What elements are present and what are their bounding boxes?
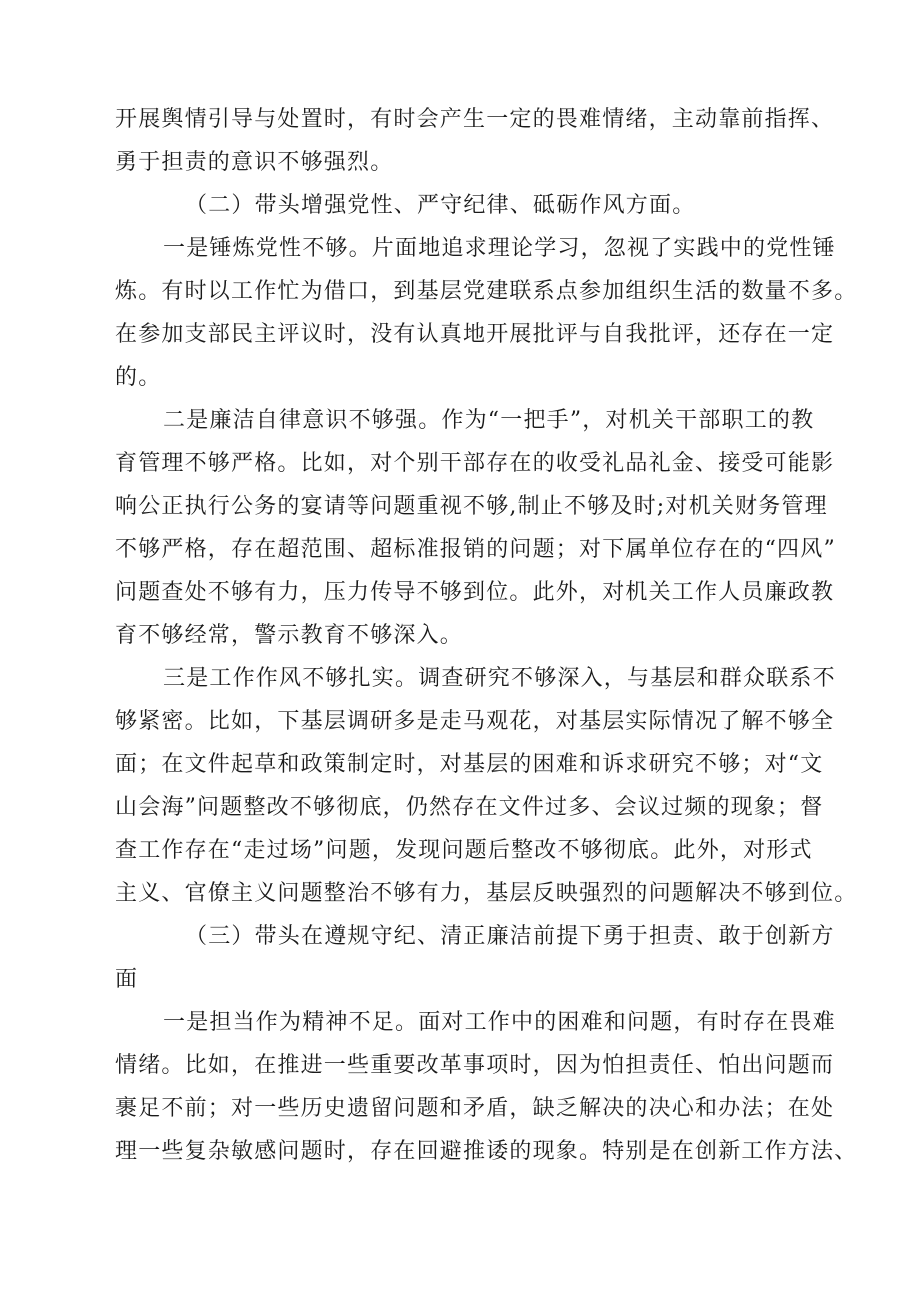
text-line: 的。 <box>115 365 162 390</box>
text-line: 不够严格，存在超范围、超标准报销的问题；对下属单位存在的“四风” <box>115 537 836 562</box>
section-heading: （三）带头在遵规守纪、清正廉洁前提下勇于担责、敢于创新方 <box>185 924 835 949</box>
text-line: 主义、官僚主义问题整治不够有力，基层反映强烈的问题解决不够到位。 <box>115 881 858 906</box>
text-line: 一是担当作为精神不足。面对工作中的困难和问题，有时存在畏难 <box>163 1010 836 1035</box>
text-line: 问题查处不够有力，压力传导不够到位。此外，对机关工作人员廉政教 <box>115 580 835 605</box>
text-line: 炼。有时以工作忙为借口，到基层党建联系点参加组织生活的数量不多。 <box>115 279 858 304</box>
text-line: 勇于担责的意识不够强烈。 <box>115 150 394 175</box>
section-heading: （二）带头增强党性、严守纪律、砥砺作风方面。 <box>185 193 696 218</box>
document-page <box>115 98 858 1173</box>
text-line: 三是工作作风不够扎实。调查研究不够深入，与基层和群众联系不 <box>163 666 836 691</box>
text-line: 山会海”问题整改不够彻底，仍然存在文件过多、会议过频的现象；督 <box>115 795 824 820</box>
text-line: 育管理不够严格。比如，对个别干部存在的收受礼品礼金、接受可能影 <box>115 451 835 476</box>
text-line: 响公正执行公务的宴请等问题重视不够,制止不够及时;对机关财务管理 <box>115 494 828 519</box>
text-line: 面 <box>115 967 139 992</box>
text-line: 一是锤炼党性不够。片面地追求理论学习，忽视了实践中的党性锤 <box>163 236 836 261</box>
text-line: 情绪。比如，在推进一些重要改革事项时，因为怕担责任、怕出问题而 <box>115 1053 835 1078</box>
text-line: 够紧密。比如，下基层调研多是走马观花，对基层实际情况了解不够全 <box>115 709 835 734</box>
text-line: 开展舆情引导与处置时，有时会产生一定的畏难情绪，主动靠前指挥、 <box>115 107 835 132</box>
text-line: 在参加支部民主评议时，没有认真地开展批评与自我批评，还存在一定 <box>115 322 835 347</box>
text-line: 育不够经常，警示教育不够深入。 <box>115 623 464 648</box>
text-line: 查工作存在“走过场”问题，发现问题后整改不够彻底。此外，对形式 <box>115 838 813 863</box>
text-line: 二是廉洁自律意识不够强。作为“一把手”，对机关干部职工的教 <box>163 408 815 433</box>
text-line: 裹足不前；对一些历史遗留问题和矛盾，缺乏解决的决心和办法；在处 <box>115 1096 835 1121</box>
text-line: 理一些复杂敏感问题时，存在回避推诿的现象。特别是在创新工作方法、 <box>115 1139 858 1164</box>
text-line: 面；在文件起草和政策制定时，对基层的困难和诉求研究不够；对“文 <box>115 752 824 777</box>
